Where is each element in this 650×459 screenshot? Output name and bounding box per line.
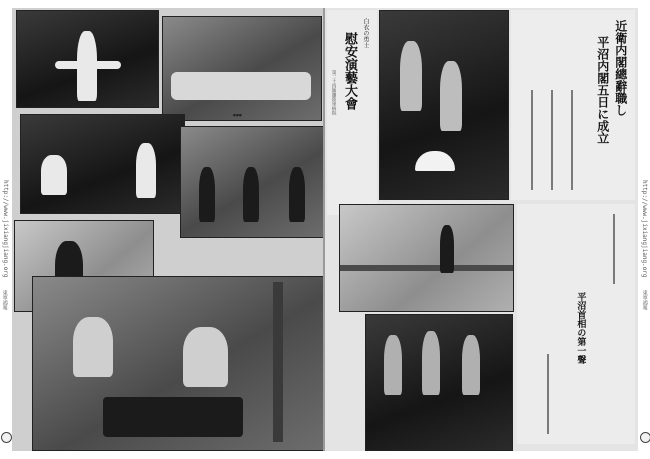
photo-stage-group	[162, 16, 322, 121]
performer-row	[171, 72, 311, 100]
photo-caption: ●●●	[233, 113, 242, 117]
seated-figure	[41, 155, 67, 195]
article-kicker: 白衣の勇士	[361, 18, 369, 48]
photo-uniformed-ranks	[365, 314, 513, 451]
article-byline: 第二十四師團陸軍病院	[331, 70, 337, 115]
headline-secondary: 平沼内閣五日に成立	[595, 36, 610, 144]
crowd-figure	[440, 225, 454, 273]
text-column-rule	[613, 214, 615, 284]
photo-officials-group	[379, 10, 509, 200]
officer-figure	[384, 335, 402, 395]
soldier-kneeling	[183, 327, 228, 387]
text-column-rule	[551, 90, 553, 190]
text-column-rule	[571, 90, 573, 190]
official-figure	[440, 61, 462, 131]
photo-costume-performer	[16, 10, 159, 108]
magazine-spread	[12, 8, 638, 451]
text-column-rule	[547, 354, 549, 434]
dancer-figure	[243, 167, 259, 222]
cabinet-body-block	[517, 204, 635, 444]
fan-prop	[415, 151, 455, 171]
officer-figure	[422, 331, 440, 395]
text-column-rule	[531, 90, 533, 190]
bamboo-pole	[273, 282, 283, 442]
photo-bridge-crowd	[339, 204, 514, 312]
dancer-figure	[199, 167, 215, 222]
right-page	[325, 8, 638, 451]
cabinet-headline-block	[511, 10, 635, 200]
right-margin-url: http://www.jixiangjiang.org	[641, 180, 648, 278]
photo-rope-performance	[20, 114, 185, 214]
sub-headline: 平沼首相の第一聲	[575, 292, 586, 364]
photo-soldiers-working	[32, 276, 325, 451]
seedling-bed	[103, 397, 243, 437]
photo-dancers	[180, 126, 325, 238]
performance-title-block	[327, 10, 377, 215]
article-title: 慰安演藝大會	[341, 32, 357, 110]
left-margin-seal: 東寧鴻報	[1, 290, 8, 310]
left-margin-url: http://www.jixiangjiang.org	[2, 180, 9, 278]
right-margin-seal: 東寧鴻報	[641, 290, 648, 310]
left-registration-mark	[1, 432, 12, 443]
right-registration-mark	[640, 432, 650, 443]
dancer-figure	[289, 167, 305, 222]
bridge-railing	[340, 265, 514, 271]
officer-figure	[462, 335, 480, 395]
soldier-kneeling	[73, 317, 113, 377]
left-page	[12, 8, 325, 451]
rope-performer-figure	[136, 143, 156, 198]
headline-primary: 近衛内閣總辭職し	[613, 20, 628, 116]
official-figure	[400, 41, 422, 111]
performer-arms	[55, 61, 121, 69]
